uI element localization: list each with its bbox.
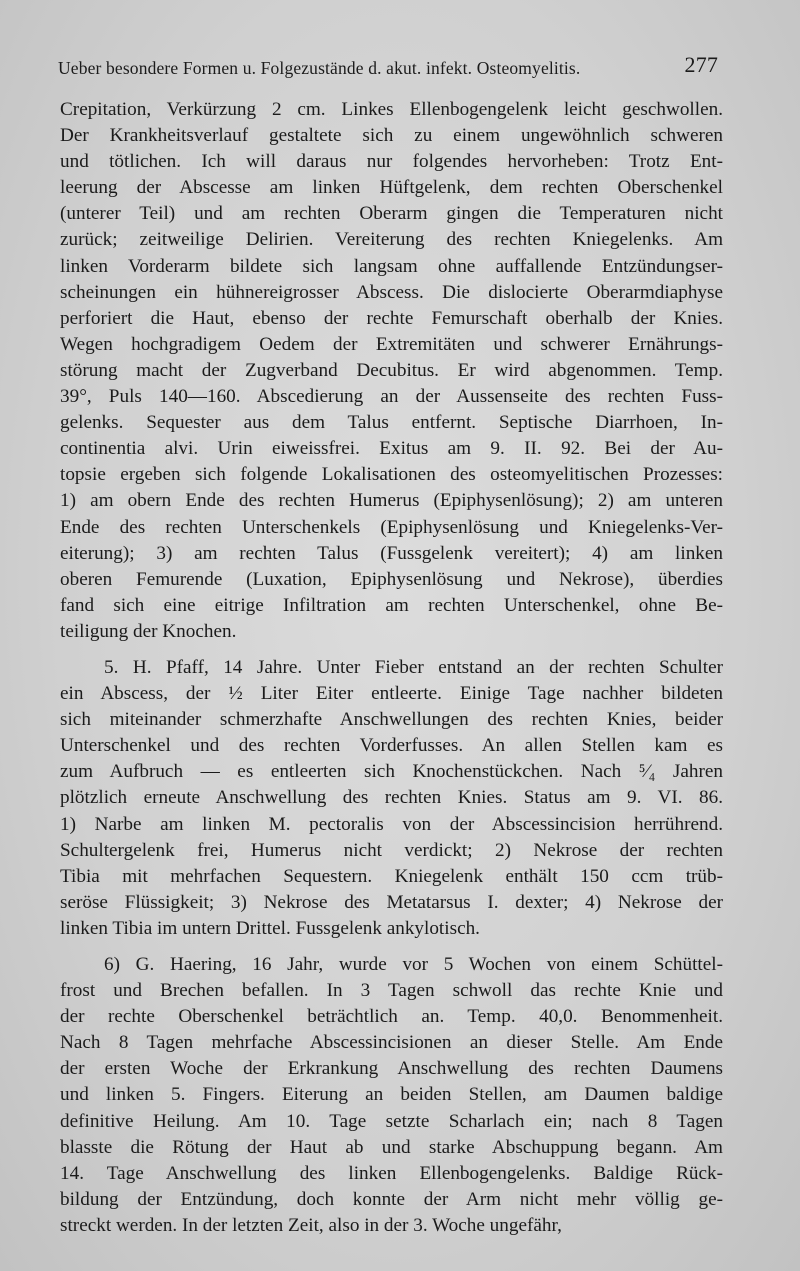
text-line: frost und Brechen befallen. In 3 Tagen schwoll das rechte Knie und xyxy=(60,980,723,1002)
text-line: Der Krankheitsverlauf gestaltete sich zu einem ungewöhnlich schweren xyxy=(60,125,723,147)
text-line: perforiert die Haut, ebenso der rechte Femurschaft oberhalb der Knies. xyxy=(60,307,723,329)
text-line: linken Tibia im untern Drittel. Fussgelenk ankylotisch. xyxy=(60,917,480,939)
paragraph-1 xyxy=(60,97,723,645)
text-line: zum Aufbruch — es entleerten sich Knochenstückchen. Nach ⁵⁄₄ Jahren xyxy=(60,761,723,783)
text-line: Schultergelenk frei, Humerus nicht verdickt; 2) Nekrose der rechten xyxy=(60,839,723,861)
text-line: eiterung); 3) am rechten Talus (Fussgelenk vereitert); 4) am linken xyxy=(60,542,723,564)
text-line: und linken 5. Fingers. Eiterung an beiden Stellen, am Daumen baldige xyxy=(60,1084,723,1106)
text-line: Tibia mit mehrfachen Sequestern. Kniegelenk enthält 150 ccm trüb- xyxy=(60,865,723,887)
text-line: 5. H. Pfaff, 14 Jahre. Unter Fieber entstand an der rechten Schulter xyxy=(104,656,723,678)
text-line: der ersten Woche der Erkrankung Anschwellung des rechten Daumens xyxy=(60,1058,723,1080)
text-line: Ende des rechten Unterschenkels (Epiphysenlösung und Kniegelenks-Ver- xyxy=(60,516,723,538)
text-line: ein Abscess, der ½ Liter Eiter entleerte. Einige Tage nachher bildeten xyxy=(60,683,723,705)
text-line: leerung der Abscesse am linken Hüftgelenk, dem rechten Oberschenkel xyxy=(60,177,723,199)
text-line: 1) am obern Ende des rechten Humerus (Epiphysenlösung); 2) am unteren xyxy=(60,490,723,512)
text-line: gelenks. Sequester aus dem Talus entfernt. Septische Diarrhoen, In- xyxy=(60,412,723,434)
text-line: fand sich eine eitrige Infiltration am rechten Unterschenkel, ohne Be- xyxy=(60,594,723,616)
text-line: plötzlich erneute Anschwellung des rechten Knies. Status am 9. VI. 86. xyxy=(60,787,723,809)
text-line: scheinungen ein hühnereigrosser Abscess. Die dislocierte Oberarmdiaphyse xyxy=(60,281,723,303)
text-line: 39°, Puls 140—160. Abscedierung an der Aussenseite des rechten Fuss- xyxy=(60,386,723,408)
text-line: und tötlichen. Ich will daraus nur folgendes hervorheben: Trotz Ent- xyxy=(60,151,723,173)
text-line: streckt werden. In der letzten Zeit, also in der 3. Woche ungefähr, xyxy=(60,1214,562,1236)
text-line: oberen Femurende (Luxation, Epiphysenlösung und Nekrose), überdies xyxy=(60,568,723,590)
text-line: (unterer Teil) und am rechten Oberarm gingen die Temperaturen nicht xyxy=(60,203,723,225)
text-line: 1) Narbe am linken M. pectoralis von der Abscessincision herrührend. xyxy=(60,813,723,835)
text-line: störung macht der Zugverband Decubitus. Er wird abgenommen. Temp. xyxy=(60,359,723,381)
text-line: linken Vorderarm bildete sich langsam ohne auffallende Entzündungser- xyxy=(60,255,723,277)
running-header xyxy=(58,52,718,82)
paragraph-2 xyxy=(60,655,723,942)
body-text xyxy=(60,97,723,1239)
text-line: sich miteinander schmerzhafte Anschwellungen des rechten Knies, beider xyxy=(60,709,723,731)
text-line: blasste die Rötung der Haut ab und starke Abschuppung begann. Am xyxy=(60,1136,723,1158)
text-line: Crepitation, Verkürzung 2 cm. Linkes Ellenbogengelenk leicht geschwollen. xyxy=(60,99,723,120)
text-line: topsie ergeben sich folgende Lokalisationen des osteomyelitischen Prozesses: xyxy=(60,464,723,486)
text-line: continentia alvi. Urin eiweissfrei. Exitus am 9. II. 92. Bei der Au- xyxy=(60,438,723,460)
paragraph-gap xyxy=(60,942,723,952)
text-line: seröse Flüssigkeit; 3) Nekrose des Metatarsus I. dexter; 4) Nekrose der xyxy=(60,891,723,913)
page-number: 277 xyxy=(684,52,718,77)
text-line: 14. Tage Anschwellung des linken Ellenbogengelenks. Baldige Rück- xyxy=(60,1162,723,1184)
text-line: teiligung der Knochen. xyxy=(60,620,237,642)
text-line: der rechte Oberschenkel beträchtlich an. Temp. 40,0. Benommenheit. xyxy=(60,1006,723,1028)
text-line: bildung der Entzündung, doch konnte der Arm nicht mehr völlig ge- xyxy=(60,1188,723,1210)
paragraph-gap xyxy=(60,645,723,655)
text-line: Wegen hochgradigem Oedem der Extremitäten und schwerer Ernährungs- xyxy=(60,333,723,355)
text-line: Nach 8 Tagen mehrfache Abscessincisionen an dieser Stelle. Am Ende xyxy=(60,1032,723,1054)
text-line: zurück; zeitweilige Delirien. Vereiterung des rechten Kniegelenks. Am xyxy=(60,229,723,251)
paragraph-3 xyxy=(60,952,723,1239)
header-title: Ueber besondere Formen u. Folgezustände d. akut. infekt. Osteomyelitis. xyxy=(58,58,581,78)
text-line: 6) G. Haering, 16 Jahr, wurde vor 5 Wochen von einem Schüttel- xyxy=(104,954,723,975)
text-line: definitive Heilung. Am 10. Tage setzte Scharlach ein; nach 8 Tagen xyxy=(60,1110,723,1132)
text-line: Unterschenkel und des rechten Vorderfusses. An allen Stellen kam es xyxy=(60,735,723,757)
